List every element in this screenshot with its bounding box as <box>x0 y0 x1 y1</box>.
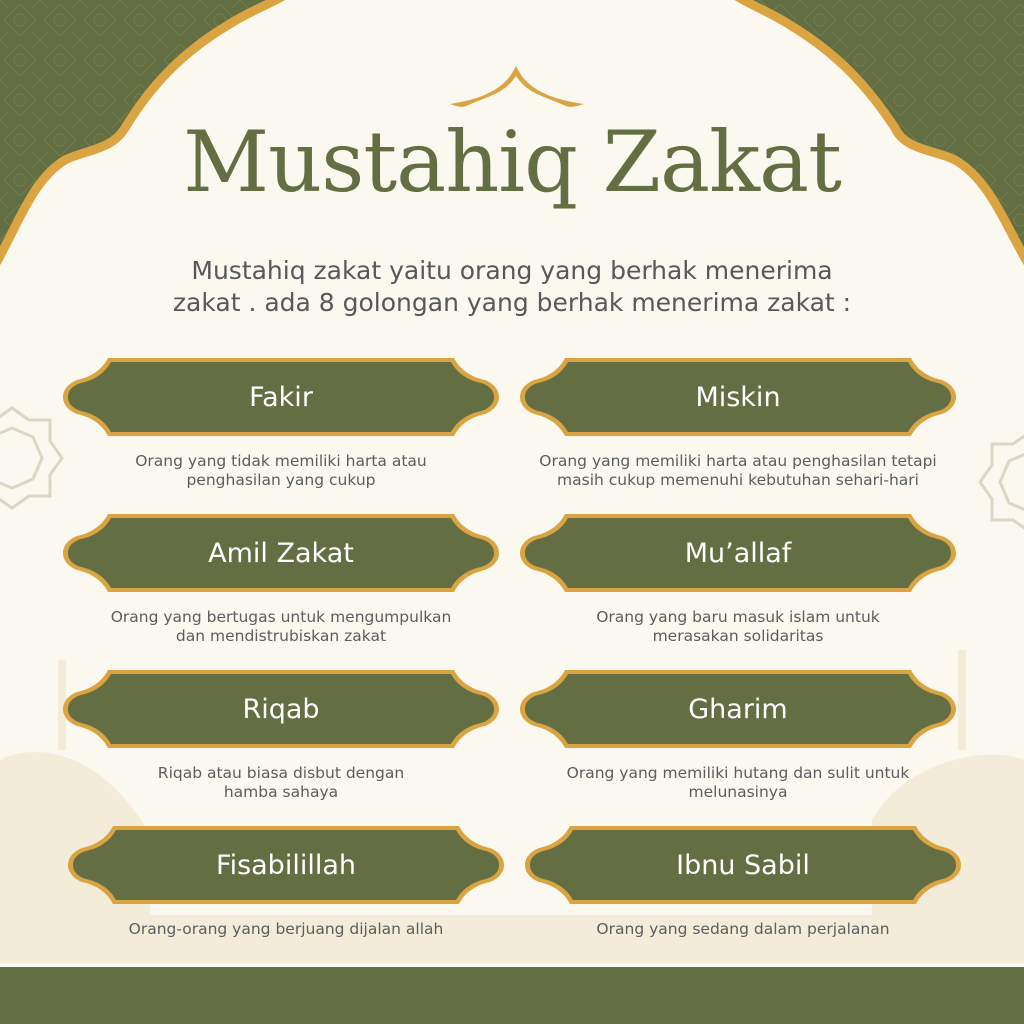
intro-line-1: Mustahiq zakat yaitu orang yang berhak menerima <box>191 256 833 285</box>
golongan-description <box>525 920 961 939</box>
description-line: melunasinya <box>688 783 788 801</box>
description-line: penghasilan yang cukup <box>186 471 376 489</box>
description-line: Orang yang bertugas untuk mengumpulkan <box>110 608 452 626</box>
description-line: Orang-orang yang berjuang dijalan allah <box>128 920 444 938</box>
golongan-description <box>63 608 499 646</box>
golongan-label: Riqab <box>242 693 320 725</box>
description-line: masih cukup memenuhi kebutuhan sehari-hari <box>557 471 919 489</box>
golongan-label: Gharim <box>688 693 788 725</box>
description-line: Riqab atau biasa disbut dengan <box>157 764 405 782</box>
intro-line-2: zakat . ada 8 golongan yang berhak menerima zakat : <box>172 288 852 317</box>
left-geometric-motif <box>0 408 62 508</box>
golongan-description <box>63 764 499 802</box>
intro-text <box>90 255 934 319</box>
description-line: Orang yang baru masuk islam untuk <box>596 608 880 626</box>
golongan-label: Amil Zakat <box>208 537 354 569</box>
golongan-label: Ibnu Sabil <box>676 849 810 881</box>
golongan-description <box>520 764 956 802</box>
description-line: Orang yang sedang dalam perjalanan <box>596 920 890 938</box>
golongan-label: Fisabilillah <box>216 849 356 881</box>
right-geometric-motif <box>980 432 1024 532</box>
golongan-label: Mu’allaf <box>684 537 792 569</box>
gold-ornament <box>450 66 584 107</box>
golongan-description <box>520 608 956 646</box>
description-line: merasakan solidaritas <box>652 627 824 645</box>
page-title: Mustahiq Zakat <box>183 113 841 211</box>
golongan-label: Miskin <box>695 381 781 413</box>
golongan-description <box>520 452 956 490</box>
footer-band <box>0 967 1024 1024</box>
description-line: dan mendistrubiskan zakat <box>175 627 387 645</box>
description-line: Orang yang memiliki hutang dan sulit untuk <box>566 764 910 782</box>
golongan-description <box>68 920 504 939</box>
description-line: Orang yang tidak memiliki harta atau <box>135 452 427 470</box>
golongan-description <box>63 452 499 490</box>
description-line: Orang yang memiliki harta atau penghasilan tetapi <box>539 452 937 470</box>
description-line: hamba sahaya <box>223 783 339 801</box>
golongan-label: Fakir <box>249 381 313 413</box>
